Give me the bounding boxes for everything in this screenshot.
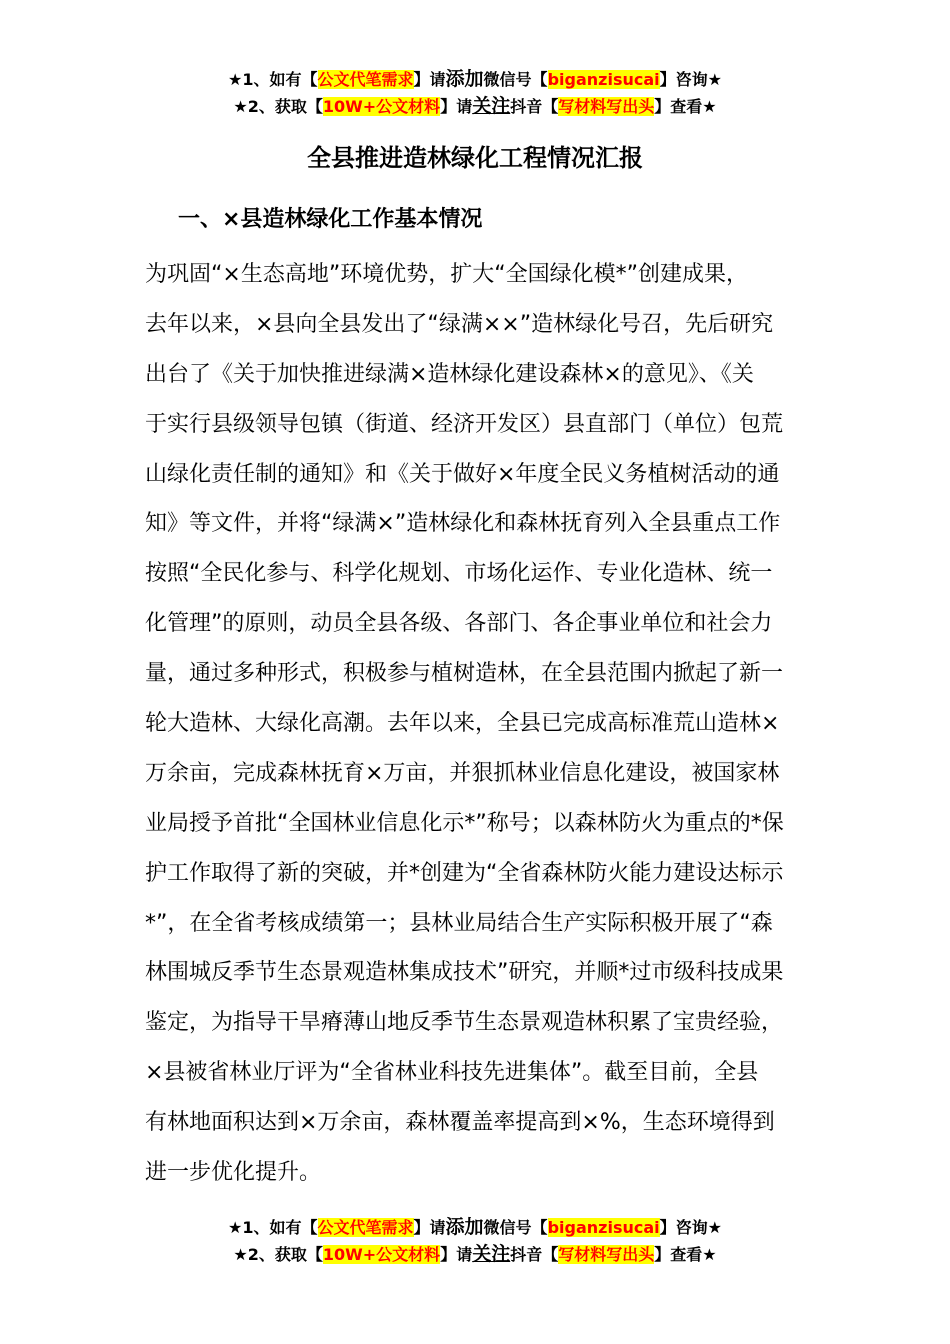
body-line: 轮大造林、大绿化高潮。去年以来，全县已完成高标准荒山造林× <box>145 711 780 737</box>
ad-highlight-wechat-id: biganzisucai <box>547 1218 660 1237</box>
ad-text: 抖音【 <box>510 97 559 116</box>
ad-text: 】查看 <box>654 97 703 116</box>
ad-line-1 <box>0 1214 950 1241</box>
ad-highlight-materials: 10W+公文材料 <box>322 97 441 116</box>
body-line: 鉴定，为指导干旱瘠薄山地反季节生态景观造林积累了宝贵经验， <box>145 1010 784 1036</box>
ad-text: 】请 <box>413 1218 446 1237</box>
body-line: 为巩固“×生态高地”环境优势，扩大“全国绿化模*”创建成果， <box>145 262 749 287</box>
ad-highlight-materials: 10W+公文材料 <box>322 1245 441 1264</box>
ad-text: 抖音【 <box>510 1245 559 1264</box>
body-line: 护工作取得了新的突破，并*创建为“全省森林防火能力建设达标示 <box>145 860 784 886</box>
ad-highlight-douyin: 写材料写出头 <box>558 97 655 116</box>
body-line: 量，通过多种形式，积极参与植树造林，在全县范围内掀起了新一 <box>145 661 784 687</box>
ad-text: 】请 <box>413 70 446 89</box>
body-line: 按照“全民化参与、科学化规划、市场化运作、专业化造林、统一 <box>145 561 773 587</box>
body-line: 山绿化责任制的通知》和《关于做好×年度全民义务植树活动的通 <box>145 461 780 487</box>
body-line: 林围城反季节生态景观造林集成技术”研究，并顺*过市级科技成果 <box>145 960 784 986</box>
ad-text: 】咨询 <box>659 70 708 89</box>
star-icon: ★ <box>702 97 717 116</box>
ad-emphasis-add: 添加 <box>445 1216 484 1238</box>
ad-emphasis-add: 添加 <box>445 68 484 90</box>
body-line: 于实行县级领导包镇（街道、经济开发区）县直部门（单位）包荒 <box>145 411 784 437</box>
star-icon: ★ <box>233 97 248 116</box>
section-heading: 一、×县造林绿化工作基本情况 <box>178 207 483 232</box>
star-icon: ★ <box>707 1218 722 1237</box>
body-line: 进一步优化提升。 <box>145 1160 322 1186</box>
ad-text: 】请 <box>440 97 473 116</box>
ad-highlight-service: 公文代笔需求 <box>317 1218 414 1237</box>
star-icon: ★ <box>233 1245 248 1264</box>
body-line: ×县被省林业厅评为“全省林业科技先进集体”。截至目前，全县 <box>145 1060 759 1086</box>
ad-line-1 <box>0 66 950 93</box>
ad-text: 】咨询 <box>659 1218 708 1237</box>
footer-ad-block <box>0 1214 950 1268</box>
ad-highlight-service: 公文代笔需求 <box>317 70 414 89</box>
body-line: 化管理”的原则，动员全县各级、各部门、各企事业单位和社会力 <box>145 611 773 637</box>
ad-text: 2、获取【 <box>247 1245 323 1264</box>
ad-line-2 <box>0 93 950 120</box>
ad-emphasis-follow: 关注 <box>472 1243 511 1265</box>
ad-text: 】请 <box>440 1245 473 1264</box>
header-ad-block <box>0 66 950 120</box>
body-line: 知》等文件，并将“绿满×”造林绿化和森林抚育列入全县重点工作 <box>145 511 781 537</box>
ad-text: 微信号【 <box>483 1218 548 1237</box>
ad-emphasis-follow: 关注 <box>472 95 511 117</box>
body-paragraph <box>145 250 825 1198</box>
ad-text: 2、获取【 <box>247 97 323 116</box>
body-line: 业局授予首批“全国林业信息化示*”称号；以森林防火为重点的*保 <box>145 810 784 836</box>
body-line: 出台了《关于加快推进绿满×造林绿化建设森林×的意见》、《关 <box>145 361 754 387</box>
ad-text: 微信号【 <box>483 70 548 89</box>
ad-text: 】查看 <box>654 1245 703 1264</box>
star-icon: ★ <box>707 70 722 89</box>
document-title: 全县推进造林绿化工程情况汇报 <box>307 144 643 172</box>
star-icon: ★ <box>228 70 243 89</box>
body-line: 有林地面积达到×万余亩，森林覆盖率提高到×%，生态环境得到 <box>145 1110 775 1136</box>
ad-highlight-wechat-id: biganzisucai <box>547 70 660 89</box>
ad-text: 1、如有【 <box>242 1218 318 1237</box>
ad-highlight-douyin: 写材料写出头 <box>558 1245 655 1264</box>
ad-line-2 <box>0 1241 950 1268</box>
body-line: 去年以来，×县向全县发出了“绿满××”造林绿化号召，先后研究 <box>145 311 774 337</box>
star-icon: ★ <box>702 1245 717 1264</box>
body-line: 万余亩，完成森林抚育×万亩，并狠抓林业信息化建设，被国家林 <box>145 760 780 786</box>
body-line: *”，在全省考核成绩第一；县林业局结合生产实际积极开展了“森 <box>145 910 773 936</box>
star-icon: ★ <box>228 1218 243 1237</box>
ad-text: 1、如有【 <box>242 70 318 89</box>
